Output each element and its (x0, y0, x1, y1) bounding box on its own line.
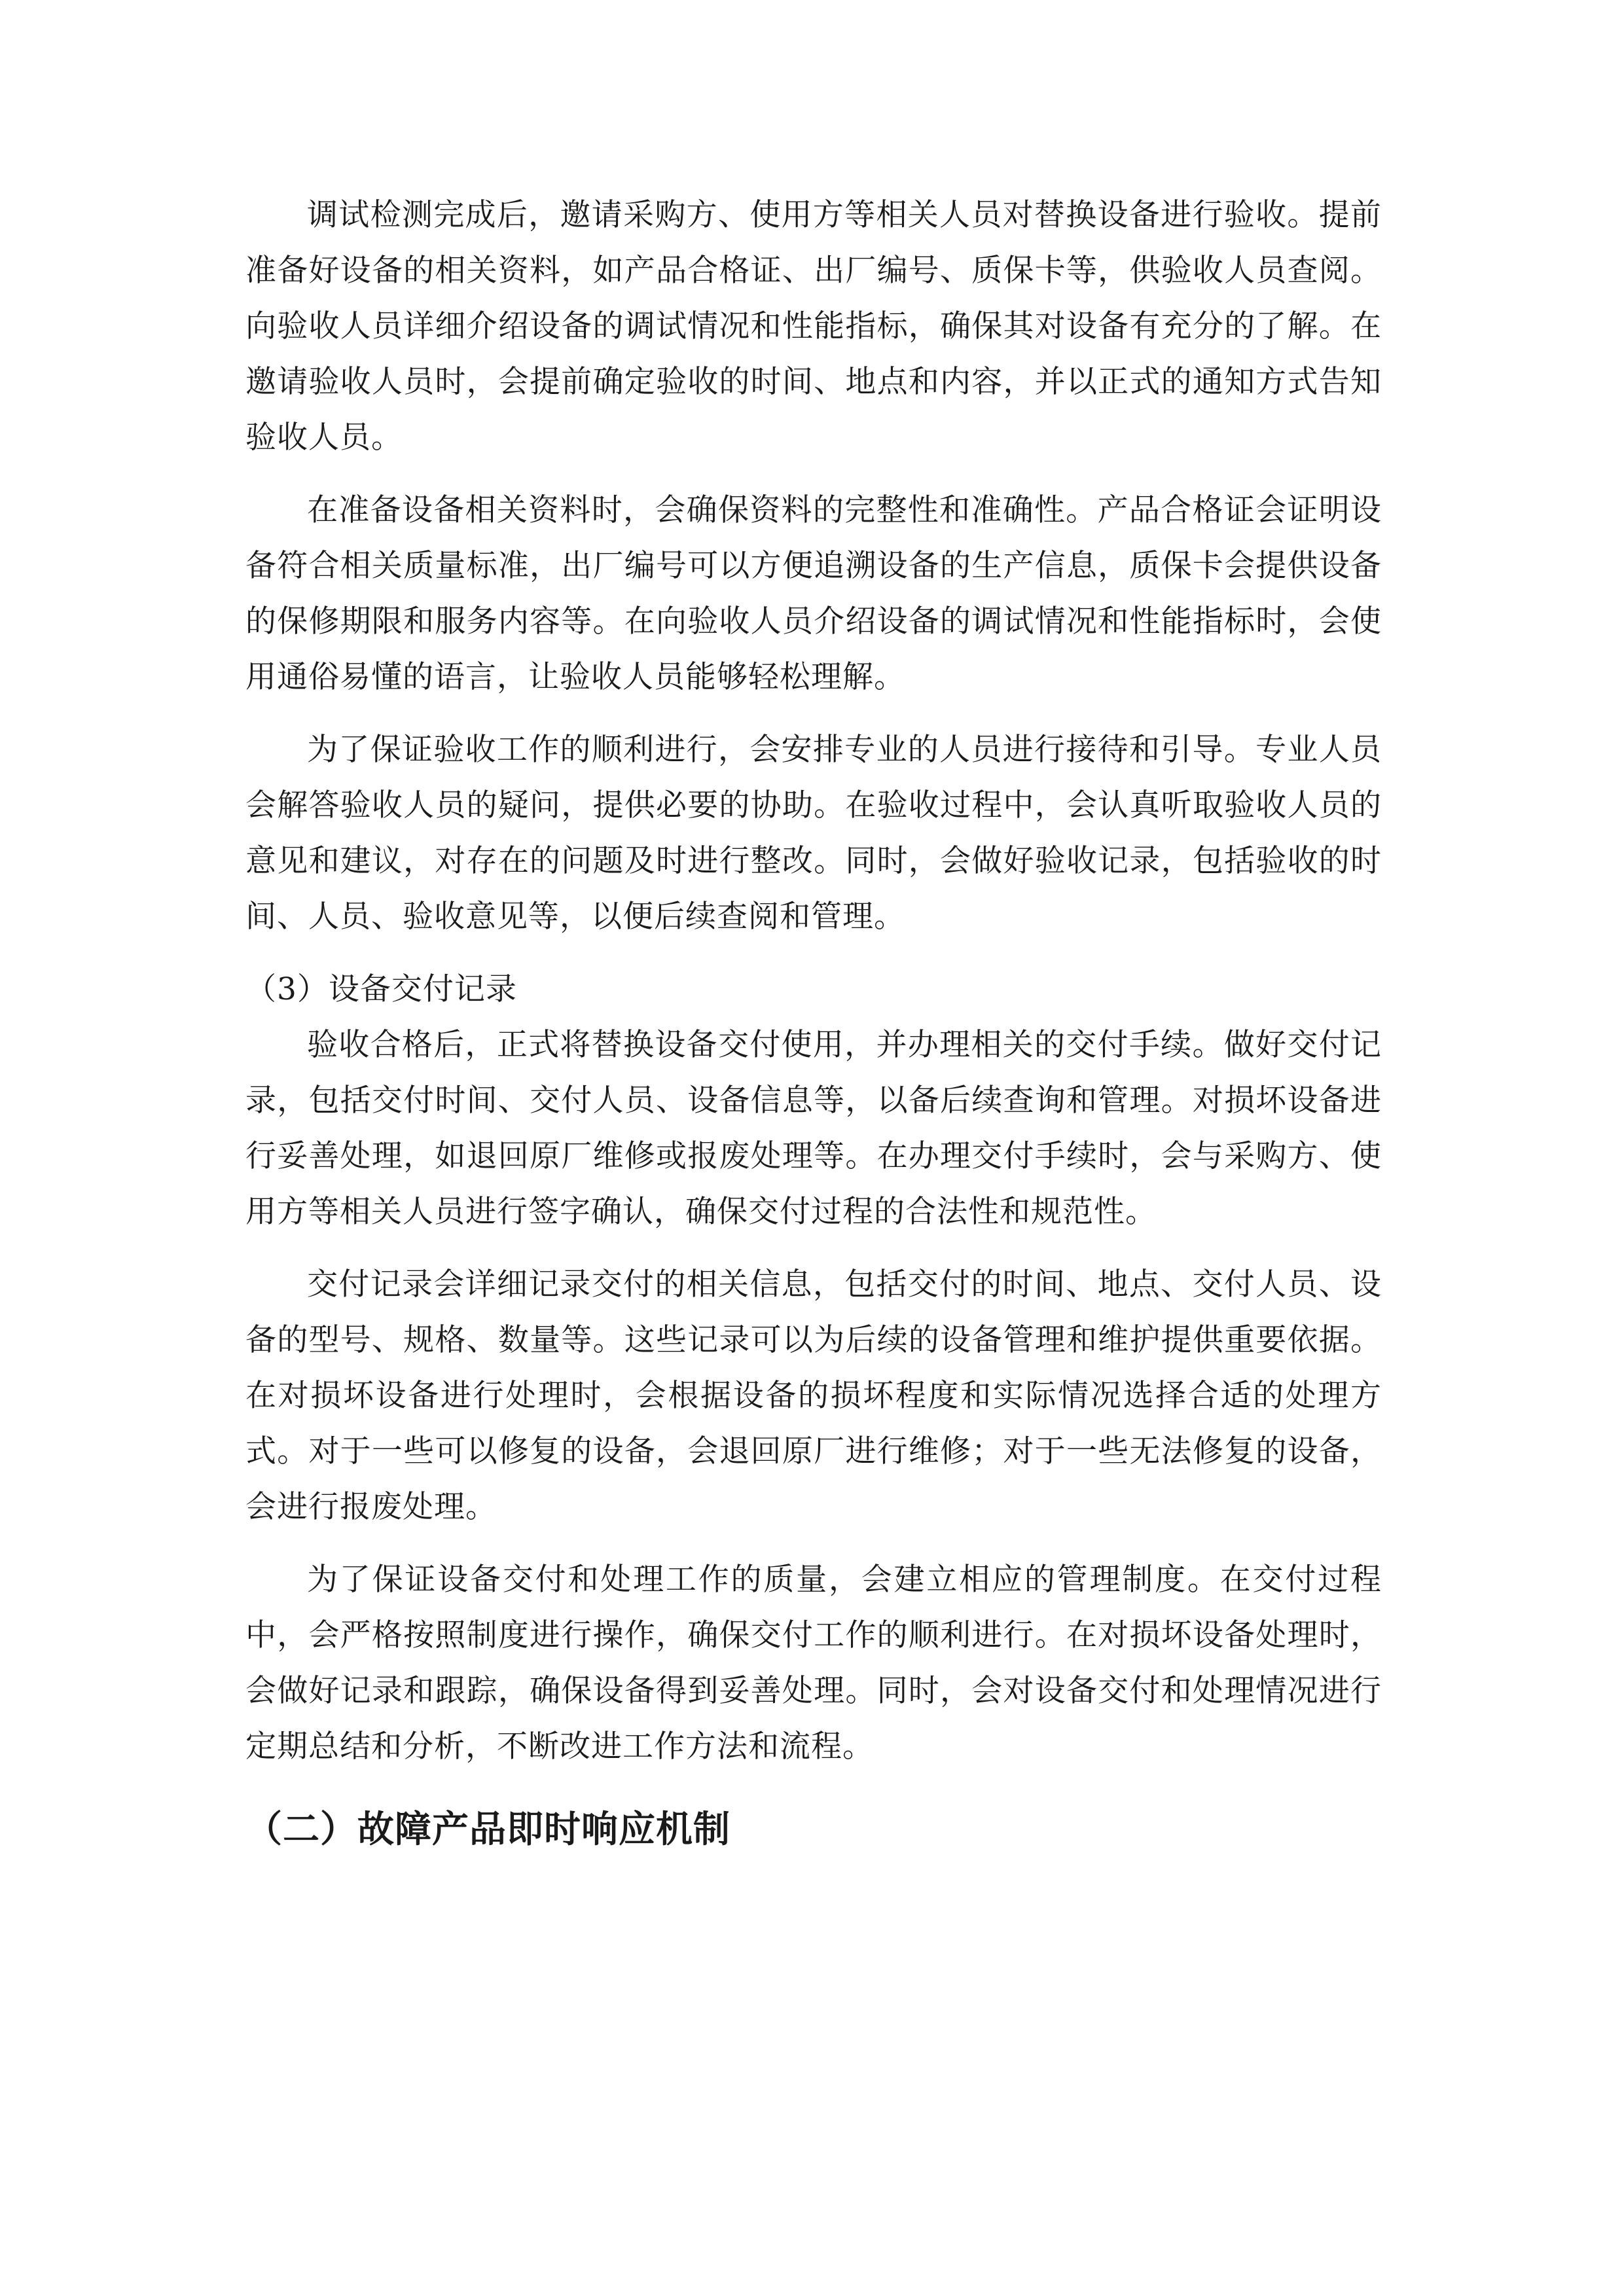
section-heading-fault-response: （二）故障产品即时响应机制 (245, 1808, 731, 1851)
document-body (245, 187, 1382, 1862)
paragraph-acceptance-process: 为了保证验收工作的顺利进行，会安排专业的人员进行接待和引导。专业人员会解答验收人员的疑问，提供必要的协助。在验收过程中，会认真听取验收人员的意见和建议，对存在的问题及时进行整改。同时，会做好验收记录，包括验收的时间、人员、验收意见等，以便后续查阅和管理。 (245, 732, 1382, 935)
paragraph-delivery-record-details: 交付记录会详细记录交付的相关信息，包括交付的时间、地点、交付人员、设备的型号、规格、数量等。这些记录可以为后续的设备管理和维护提供重要依据。在对损坏设备进行处理时，会根据设备的损坏程度和实际情况选择合适的处理方式。对于一些可以修复的设备，会退回原厂进行维修；对于一些无法修复的设备，会进行报废处理。 (245, 1266, 1382, 1525)
subheading-delivery-record: （3）设备交付记录 (245, 971, 517, 1007)
paragraph-document-preparation: 在准备设备相关资料时，会确保资料的完整性和准确性。产品合格证会证明设备符合相关质量标准，出厂编号可以方便追溯设备的生产信息，质保卡会提供设备的保修期限和服务内容等。在向验收人员介绍设备的调试情况和性能指标时，会使用通俗易懂的语言，让验收人员能够轻松理解。 (245, 492, 1382, 695)
paragraph-delivery-procedure: 验收合格后，正式将替换设备交付使用，并办理相关的交付手续。做好交付记录，包括交付时间、交付人员、设备信息等，以备后续查询和管理。对损坏设备进行妥善处理，如退回原厂维修或报废处理等。在办理交付手续时，会与采购方、使用方等相关人员进行签字确认，确保交付过程的合法性和规范性。 (245, 1027, 1382, 1230)
paragraph-management-system: 为了保证设备交付和处理工作的质量，会建立相应的管理制度。在交付过程中，会严格按照制度进行操作，确保交付工作的顺利进行。在对损坏设备处理时，会做好记录和跟踪，确保设备得到妥善处理。同时，会对设备交付和处理情况进行定期总结和分析，不断改进工作方法和流程。 (245, 1562, 1382, 1765)
paragraph-acceptance-invitation: 调试检测完成后，邀请采购方、使用方等相关人员对替换设备进行验收。提前准备好设备的相关资料，如产品合格证、出厂编号、质保卡等，供验收人员查阅。向验收人员详细介绍设备的调试情况和性能指标，确保其对设备有充分的了解。在邀请验收人员时，会提前确定验收的时间、地点和内容，并以正式的通知方式告知验收人员。 (245, 197, 1382, 456)
